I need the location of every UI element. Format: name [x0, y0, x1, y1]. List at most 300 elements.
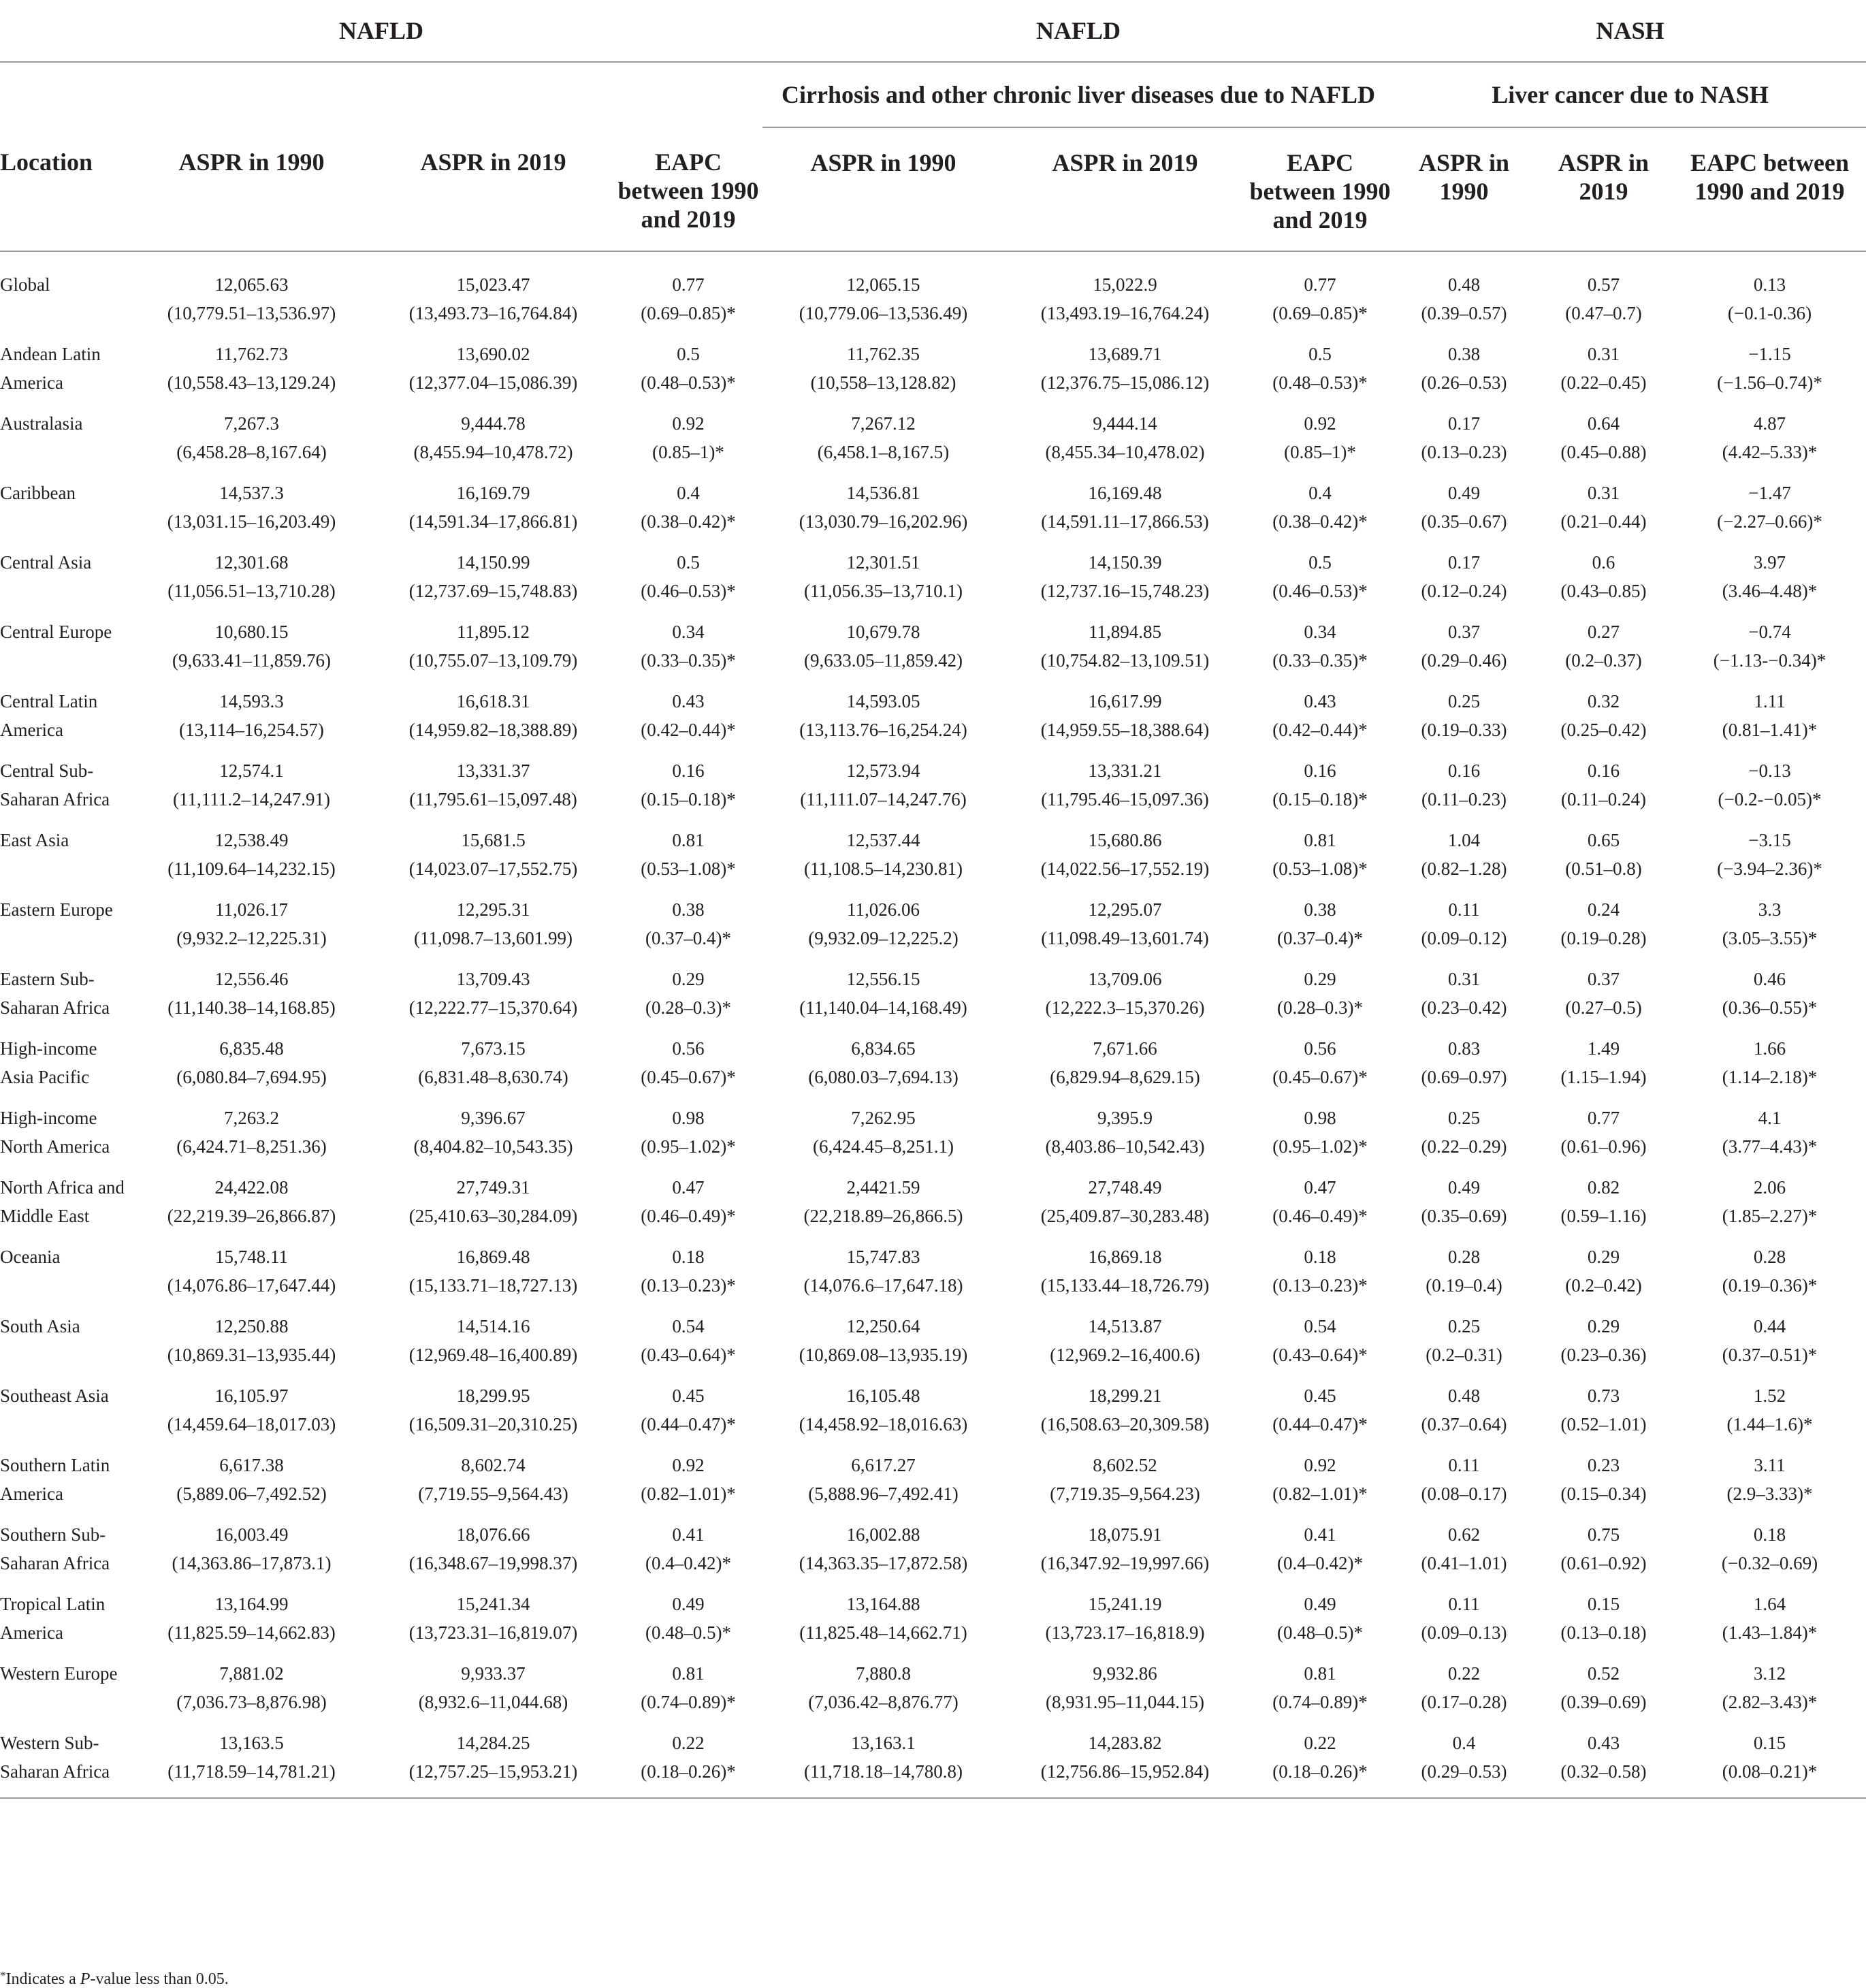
uncertainty-interval: (11,108.5–14,230.81): [804, 858, 963, 879]
point-estimate: 0.48: [1447, 274, 1481, 295]
point-estimate: 0.29: [1587, 1247, 1620, 1267]
point-estimate: 0.98: [672, 1108, 705, 1128]
point-estimate: 0.83: [1447, 1038, 1481, 1059]
value-cell: [372, 1653, 614, 1722]
uncertainty-interval: (0.13–0.23): [1421, 441, 1507, 462]
uncertainty-interval: (0.15–0.34): [1560, 1483, 1647, 1504]
value-cell: [1534, 1097, 1673, 1167]
value-cell: [614, 1722, 762, 1798]
column-header: ASPR in 2019: [1534, 127, 1673, 251]
point-estimate: 0.45: [1304, 1385, 1336, 1406]
uncertainty-interval: (10,779.06–13,536.49): [799, 302, 968, 323]
value-cell: [1534, 889, 1673, 959]
uncertainty-interval: (11,825.59–14,662.83): [167, 1622, 336, 1643]
point-estimate: 0.82: [1587, 1177, 1620, 1198]
location-cell: Eastern Europe: [0, 899, 113, 920]
value-cell: [614, 1167, 762, 1236]
uncertainty-interval: (0.18–0.26)*: [1272, 1761, 1368, 1782]
point-estimate: 14,283.82: [1088, 1733, 1162, 1753]
point-estimate: 15,680.86: [1088, 830, 1162, 850]
value-cell: [1004, 472, 1246, 542]
uncertainty-interval: (−1.13-−0.34)*: [1713, 650, 1827, 671]
uncertainty-interval: (0.42–0.44)*: [641, 719, 736, 740]
uncertainty-interval: (7,719.55–9,564.43): [418, 1483, 568, 1504]
uncertainty-interval: (1.43–1.84)*: [1722, 1622, 1818, 1643]
uncertainty-interval: (0.2–0.31): [1426, 1344, 1502, 1365]
point-estimate: 14,536.81: [846, 483, 920, 503]
uncertainty-interval: (13,030.79–16,202.96): [799, 511, 968, 532]
point-estimate: 0.17: [1447, 552, 1481, 573]
value-cell: [1673, 334, 1866, 403]
value-cell: [1394, 251, 1534, 334]
value-cell: [1534, 820, 1673, 889]
value-cell: [1673, 1097, 1866, 1167]
uncertainty-interval: (0.45–0.67)*: [1272, 1066, 1368, 1087]
value-cell: [1246, 750, 1394, 820]
value-cell: [614, 472, 762, 542]
table-row: [0, 1306, 1866, 1375]
point-estimate: 18,076.66: [456, 1524, 530, 1545]
point-estimate: 0.37: [1447, 622, 1481, 642]
point-estimate: 16,105.48: [846, 1385, 920, 1406]
point-estimate: 0.17: [1447, 413, 1481, 434]
value-cell: [1673, 1167, 1866, 1236]
point-estimate: 14,593.05: [846, 691, 920, 711]
value-cell: [131, 1653, 372, 1722]
point-estimate: 13,164.88: [846, 1594, 920, 1614]
uncertainty-interval: (0.4–0.42)*: [645, 1552, 731, 1573]
uncertainty-interval: (11,056.35–13,710.1): [804, 580, 963, 601]
footnote: [0, 1967, 229, 1988]
uncertainty-interval: (7,719.35–9,564.23): [1050, 1483, 1200, 1504]
point-estimate: 12,556.15: [846, 969, 920, 989]
uncertainty-interval: (0.46–0.53)*: [641, 580, 736, 601]
location-cell: Australasia: [0, 413, 83, 434]
uncertainty-interval: (−0.32–0.69): [1721, 1552, 1818, 1573]
uncertainty-interval: (0.48–0.53)*: [641, 372, 736, 393]
point-estimate: 0.92: [1304, 1455, 1336, 1475]
point-estimate: 8,602.74: [461, 1455, 526, 1475]
column-header: ASPR in 2019: [372, 127, 614, 251]
value-cell: [372, 750, 614, 820]
uncertainty-interval: (15,133.44–18,726.79): [1040, 1274, 1210, 1296]
point-estimate: 0.4: [677, 483, 700, 503]
point-estimate: 12,065.63: [214, 274, 289, 295]
point-estimate: 7,880.8: [856, 1663, 911, 1684]
uncertainty-interval: (0.21–0.44): [1560, 511, 1647, 532]
value-cell: [1394, 403, 1534, 472]
value-cell: [614, 1445, 762, 1514]
value-cell: [1004, 403, 1246, 472]
point-estimate: 0.16: [1304, 760, 1336, 781]
point-estimate: 0.22: [1304, 1733, 1336, 1753]
point-estimate: 2,4421.59: [846, 1177, 920, 1198]
point-estimate: 9,933.37: [461, 1663, 526, 1684]
value-cell: [372, 1306, 614, 1375]
point-estimate: 14,150.39: [1088, 552, 1162, 573]
uncertainty-interval: (0.29–0.46): [1421, 650, 1507, 671]
point-estimate: 6,834.65: [851, 1038, 916, 1059]
point-estimate: 0.22: [1447, 1663, 1481, 1684]
point-estimate: 0.29: [1304, 969, 1336, 989]
point-estimate: 0.16: [672, 760, 705, 781]
uncertainty-interval: (11,098.49–13,601.74): [1041, 927, 1209, 948]
point-estimate: 16,169.79: [456, 483, 530, 503]
uncertainty-interval: (0.35–0.69): [1421, 1205, 1507, 1226]
point-estimate: 0.38: [1304, 899, 1336, 920]
value-cell: [1394, 959, 1534, 1028]
value-cell: [372, 1445, 614, 1514]
uncertainty-interval: (0.51–0.8): [1565, 858, 1642, 879]
point-estimate: 13,164.99: [214, 1594, 289, 1614]
uncertainty-interval: (0.46–0.49)*: [1272, 1205, 1368, 1226]
value-cell: [1534, 1236, 1673, 1306]
point-estimate: 0.77: [672, 274, 705, 295]
point-estimate: 1.04: [1447, 830, 1481, 850]
point-estimate: −1.47: [1748, 483, 1791, 503]
value-cell: [1246, 1306, 1394, 1375]
uncertainty-interval: (11,718.59–14,781.21): [167, 1761, 336, 1782]
value-cell: [1246, 334, 1394, 403]
value-cell: [131, 1445, 372, 1514]
point-estimate: 1.49: [1587, 1038, 1620, 1059]
table-row: [0, 403, 1866, 472]
uncertainty-interval: (0.47–0.7): [1565, 302, 1642, 323]
value-cell: [614, 542, 762, 611]
point-estimate: 0.22: [672, 1733, 705, 1753]
value-cell: [1673, 1514, 1866, 1584]
value-cell: [1246, 820, 1394, 889]
value-cell: [131, 681, 372, 750]
value-cell: [372, 1236, 614, 1306]
point-estimate: 0.57: [1587, 274, 1620, 295]
point-estimate: 12,295.07: [1088, 899, 1162, 920]
value-cell: [614, 959, 762, 1028]
value-cell: [131, 1028, 372, 1097]
point-estimate: 0.44: [1753, 1316, 1786, 1336]
value-cell: [762, 1097, 1004, 1167]
point-estimate: 13,331.21: [1088, 760, 1162, 781]
uncertainty-interval: (10,755.07–13,109.79): [408, 650, 578, 671]
uncertainty-interval: (0.44–0.47)*: [641, 1413, 736, 1434]
column-header: ASPR in 1990: [762, 127, 1004, 251]
point-estimate: 0.64: [1587, 413, 1620, 434]
value-cell: [1673, 1306, 1866, 1375]
table-row: [0, 1514, 1866, 1584]
value-cell: [1246, 1722, 1394, 1798]
point-estimate: 0.38: [1447, 344, 1481, 364]
point-estimate: 15,241.19: [1088, 1594, 1162, 1614]
uncertainty-interval: (0.37–0.64): [1421, 1413, 1507, 1434]
location-cell: Southern Latin America: [0, 1455, 110, 1504]
point-estimate: 0.92: [672, 1455, 705, 1475]
table-row: [0, 820, 1866, 889]
value-cell: [1004, 1584, 1246, 1653]
uncertainty-interval: (25,410.63–30,284.09): [408, 1205, 578, 1226]
uncertainty-interval: (0.37–0.4)*: [1277, 927, 1363, 948]
value-cell: [1673, 750, 1866, 820]
uncertainty-interval: (11,109.64–14,232.15): [167, 858, 336, 879]
uncertainty-interval: (0.2–0.42): [1565, 1274, 1642, 1296]
uncertainty-interval: (1.14–2.18)*: [1722, 1066, 1818, 1087]
location-cell: South Asia: [0, 1316, 80, 1336]
point-estimate: 2.06: [1753, 1177, 1786, 1198]
point-estimate: 13,163.1: [851, 1733, 916, 1753]
value-cell: [1246, 1236, 1394, 1306]
point-estimate: 0.98: [1304, 1108, 1336, 1128]
point-estimate: 3.3: [1758, 899, 1782, 920]
point-estimate: 0.77: [1587, 1108, 1620, 1128]
point-estimate: 16,003.49: [214, 1524, 289, 1545]
value-cell: [762, 611, 1004, 681]
group-header-nafld-cirrhosis: NAFLD: [762, 0, 1394, 62]
uncertainty-interval: (9,633.05–11,859.42): [804, 650, 963, 671]
point-estimate: 0.48: [1447, 1385, 1481, 1406]
point-estimate: 1.64: [1753, 1594, 1786, 1614]
value-cell: [1394, 889, 1534, 959]
table-body: [0, 251, 1866, 1798]
value-cell: [1246, 1167, 1394, 1236]
uncertainty-interval: (0.43–0.64)*: [1272, 1344, 1368, 1365]
uncertainty-interval: (11,140.04–14,168.49): [799, 997, 967, 1018]
value-cell: [131, 889, 372, 959]
value-cell: [1534, 959, 1673, 1028]
value-cell: [762, 1028, 1004, 1097]
uncertainty-interval: (0.09–0.13): [1421, 1622, 1507, 1643]
value-cell: [614, 681, 762, 750]
value-cell: [131, 1375, 372, 1445]
uncertainty-interval: (15,133.71–18,727.13): [408, 1274, 578, 1296]
uncertainty-interval: (0.85–1)*: [652, 441, 724, 462]
point-estimate: 14,593.3: [219, 691, 284, 711]
value-cell: [131, 1584, 372, 1653]
value-cell: [1394, 1028, 1534, 1097]
point-estimate: 0.25: [1447, 691, 1481, 711]
location-cell: Global: [0, 274, 50, 295]
uncertainty-interval: (0.74–0.89)*: [1272, 1691, 1368, 1712]
uncertainty-interval: (0.41–1.01): [1421, 1552, 1507, 1573]
point-estimate: 0.32: [1587, 691, 1620, 711]
point-estimate: 11,762.73: [215, 344, 288, 364]
uncertainty-interval: (0.29–0.53): [1421, 1761, 1507, 1782]
value-cell: [1673, 1584, 1866, 1653]
value-cell: [1534, 1028, 1673, 1097]
uncertainty-interval: (12,376.75–15,086.12): [1040, 372, 1210, 393]
table-row: [0, 1653, 1866, 1722]
point-estimate: 15,747.83: [846, 1247, 920, 1267]
value-cell: [1394, 1445, 1534, 1514]
point-estimate: 0.11: [1448, 899, 1480, 920]
point-estimate: 6,617.27: [851, 1455, 916, 1475]
value-cell: [614, 1653, 762, 1722]
point-estimate: 12,538.49: [214, 830, 289, 850]
point-estimate: 0.54: [672, 1316, 705, 1336]
uncertainty-interval: (0.15–0.18)*: [1272, 788, 1368, 809]
point-estimate: 15,022.9: [1093, 274, 1157, 295]
point-estimate: 7,267.12: [851, 413, 916, 434]
value-cell: [1534, 1653, 1673, 1722]
uncertainty-interval: (11,111.07–14,247.76): [800, 788, 967, 809]
value-cell: [1004, 542, 1246, 611]
value-cell: [1246, 1028, 1394, 1097]
value-cell: [762, 959, 1004, 1028]
table-row: [0, 681, 1866, 750]
uncertainty-interval: (0.23–0.36): [1560, 1344, 1647, 1365]
value-cell: [131, 403, 372, 472]
value-cell: [372, 1097, 614, 1167]
column-header: EAPC between 1990 and 2019: [614, 127, 762, 251]
point-estimate: 16,869.48: [456, 1247, 530, 1267]
point-estimate: 6,617.38: [219, 1455, 284, 1475]
value-cell: [614, 750, 762, 820]
value-cell: [131, 472, 372, 542]
value-cell: [1394, 472, 1534, 542]
point-estimate: 12,250.64: [846, 1316, 920, 1336]
uncertainty-interval: (2.9–3.33)*: [1726, 1483, 1813, 1504]
point-estimate: 0.49: [1447, 1177, 1481, 1198]
point-estimate: 12,573.94: [846, 760, 920, 781]
uncertainty-interval: (25,409.87–30,283.48): [1040, 1205, 1210, 1226]
point-estimate: 0.5: [677, 552, 700, 573]
point-estimate: 1.52: [1753, 1385, 1786, 1406]
point-estimate: 15,681.5: [461, 830, 526, 850]
uncertainty-interval: (14,959.55–18,388.64): [1040, 719, 1210, 740]
value-cell: [1673, 251, 1866, 334]
uncertainty-interval: (0.13–0.18): [1560, 1622, 1647, 1643]
point-estimate: 0.81: [672, 830, 705, 850]
point-estimate: 0.47: [1304, 1177, 1336, 1198]
uncertainty-interval: (0.85–1)*: [1284, 441, 1356, 462]
uncertainty-interval: (11,825.48–14,662.71): [799, 1622, 967, 1643]
uncertainty-interval: (12,737.69–15,748.83): [408, 580, 578, 601]
uncertainty-interval: (8,455.34–10,478.02): [1045, 441, 1205, 462]
uncertainty-interval: (6,080.03–7,694.13): [808, 1066, 959, 1087]
value-cell: [762, 1167, 1004, 1236]
point-estimate: 11,894.85: [1089, 622, 1161, 642]
value-cell: [1673, 1375, 1866, 1445]
uncertainty-interval: (13,493.73–16,764.84): [408, 302, 578, 323]
uncertainty-interval: (0.19–0.36)*: [1722, 1274, 1818, 1296]
uncertainty-interval: (6,458.1–8,167.5): [817, 441, 950, 462]
uncertainty-interval: (0.44–0.47)*: [1272, 1413, 1368, 1434]
point-estimate: 14,537.3: [219, 483, 284, 503]
point-estimate: 0.73: [1587, 1385, 1620, 1406]
point-estimate: 0.18: [1753, 1524, 1786, 1545]
value-cell: [1004, 251, 1246, 334]
point-estimate: 0.52: [1587, 1663, 1620, 1684]
value-cell: [131, 1306, 372, 1375]
point-estimate: 0.25: [1447, 1316, 1481, 1336]
point-estimate: 15,748.11: [215, 1247, 288, 1267]
uncertainty-interval: (7,036.73–8,876.98): [176, 1691, 327, 1712]
value-cell: [762, 1236, 1004, 1306]
value-cell: [1394, 1167, 1534, 1236]
value-cell: [1004, 1028, 1246, 1097]
uncertainty-interval: (12,222.3–15,370.26): [1045, 997, 1205, 1018]
point-estimate: 0.16: [1447, 760, 1481, 781]
value-cell: [131, 1097, 372, 1167]
uncertainty-interval: (6,080.84–7,694.95): [176, 1066, 327, 1087]
point-estimate: 14,284.25: [456, 1733, 530, 1753]
point-estimate: 0.54: [1304, 1316, 1336, 1336]
uncertainty-interval: (22,219.39–26,866.87): [167, 1205, 336, 1226]
point-estimate: 0.62: [1447, 1524, 1481, 1545]
uncertainty-interval: (0.36–0.55)*: [1722, 997, 1818, 1018]
point-estimate: 0.92: [672, 413, 705, 434]
uncertainty-interval: (13,493.19–16,764.24): [1040, 302, 1210, 323]
point-estimate: 13,163.5: [219, 1733, 284, 1753]
value-cell: [1394, 1653, 1534, 1722]
uncertainty-interval: (0.95–1.02)*: [641, 1136, 736, 1157]
uncertainty-interval: (11,795.46–15,097.36): [1041, 788, 1209, 809]
point-estimate: 0.34: [672, 622, 705, 642]
point-estimate: 12,556.46: [214, 969, 289, 989]
location-cell: East Asia: [0, 830, 69, 850]
point-estimate: 0.16: [1587, 760, 1620, 781]
value-cell: [1534, 334, 1673, 403]
value-cell: [1004, 1514, 1246, 1584]
uncertainty-interval: (12,757.25–15,953.21): [408, 1761, 578, 1782]
point-estimate: 1.66: [1753, 1038, 1786, 1059]
point-estimate: 11,026.17: [215, 899, 288, 920]
value-cell: [131, 1236, 372, 1306]
value-cell: [1004, 611, 1246, 681]
point-estimate: 0.43: [1587, 1733, 1620, 1753]
uncertainty-interval: (0.52–1.01): [1560, 1413, 1647, 1434]
value-cell: [762, 820, 1004, 889]
value-cell: [1534, 1514, 1673, 1584]
value-cell: [1246, 611, 1394, 681]
point-estimate: 12,574.1: [219, 760, 284, 781]
location-cell: High-income Asia Pacific: [0, 1038, 97, 1087]
point-estimate: 16,617.99: [1088, 691, 1162, 711]
value-cell: [614, 1028, 762, 1097]
point-estimate: 0.77: [1304, 274, 1336, 295]
point-estimate: 14,150.99: [456, 552, 530, 573]
uncertainty-interval: (0.61–0.92): [1560, 1552, 1647, 1573]
uncertainty-interval: (13,113.76–16,254.24): [799, 719, 967, 740]
point-estimate: 6,835.48: [219, 1038, 284, 1059]
uncertainty-interval: (0.38–0.42)*: [1272, 511, 1368, 532]
value-cell: [1004, 1306, 1246, 1375]
uncertainty-interval: (0.46–0.53)*: [1272, 580, 1368, 601]
value-cell: [1534, 251, 1673, 334]
location-cell: Central Sub-Saharan Africa: [0, 760, 110, 809]
value-cell: [762, 472, 1004, 542]
uncertainty-interval: (6,829.94–8,629.15): [1050, 1066, 1200, 1087]
table-row: [0, 472, 1866, 542]
point-estimate: 16,169.48: [1088, 483, 1162, 503]
point-estimate: 11,895.12: [457, 622, 530, 642]
uncertainty-interval: (0.59–1.16): [1560, 1205, 1647, 1226]
table-row: [0, 1722, 1866, 1798]
value-cell: [1673, 472, 1866, 542]
point-estimate: 0.18: [672, 1247, 705, 1267]
table-row: [0, 1375, 1866, 1445]
value-cell: [762, 1653, 1004, 1722]
point-estimate: 0.4: [1308, 483, 1332, 503]
point-estimate: 0.25: [1447, 1108, 1481, 1128]
uncertainty-interval: (13,114–16,254.57): [179, 719, 324, 740]
point-estimate: 27,749.31: [456, 1177, 530, 1198]
uncertainty-interval: (0.33–0.35)*: [641, 650, 736, 671]
value-cell: [1394, 1722, 1534, 1798]
point-estimate: 0.28: [1753, 1247, 1786, 1267]
value-cell: [1673, 959, 1866, 1028]
uncertainty-interval: (22,218.89–26,866.5): [803, 1205, 963, 1226]
uncertainty-interval: (0.48–0.53)*: [1272, 372, 1368, 393]
point-estimate: 0.24: [1587, 899, 1620, 920]
